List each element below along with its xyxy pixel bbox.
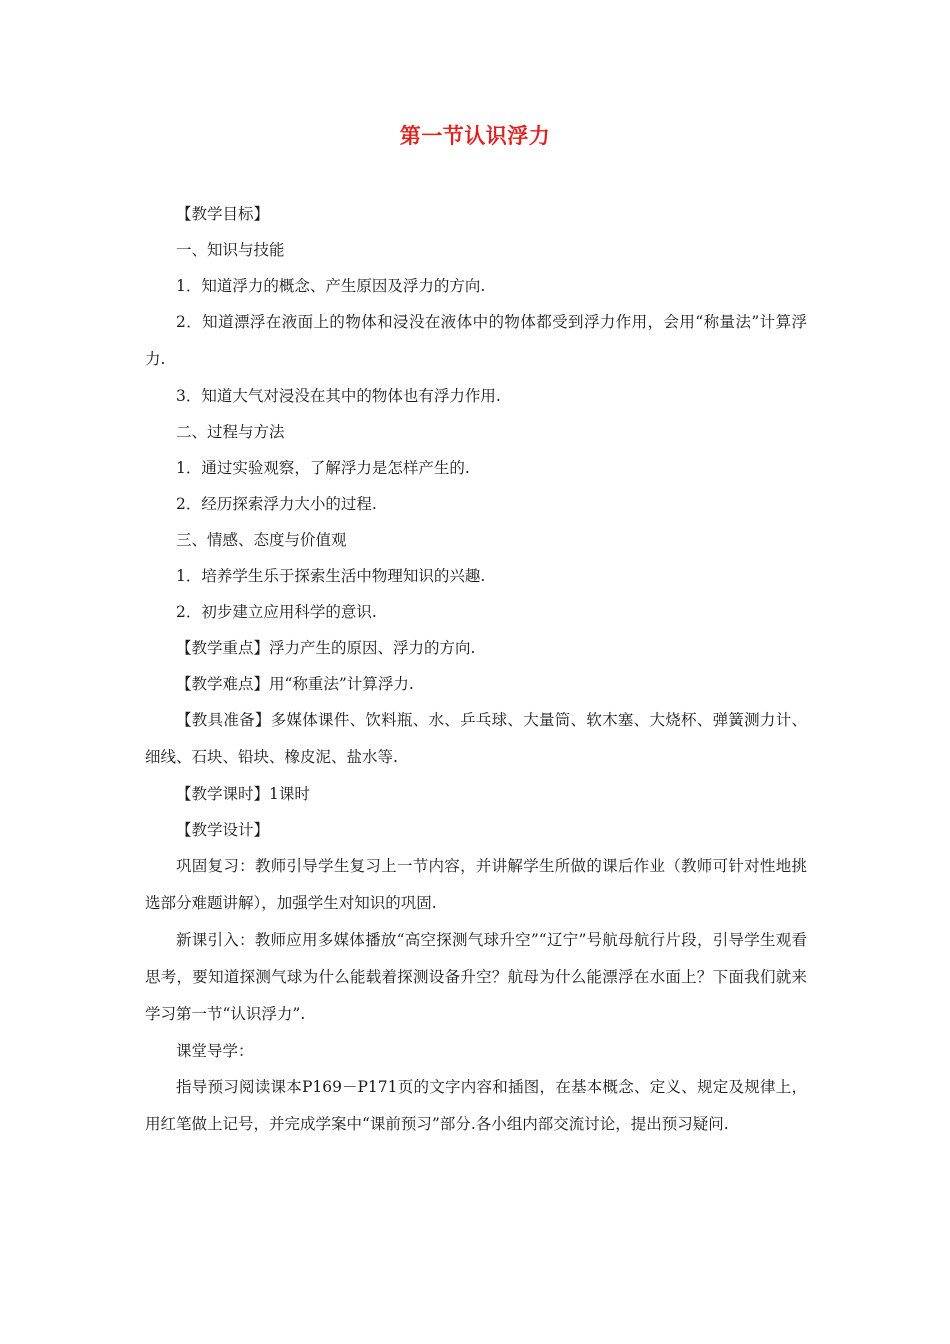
- list-item: 2．知道漂浮在液面上的物体和浸没在液体中的物体都受到浮力作用，会用“称量法”计算浮力.: [145, 313, 807, 368]
- document-body: [145, 196, 807, 1143]
- key-points: 【教学重点】浮力产生的原因、浮力的方向.: [176, 639, 476, 657]
- preview-paragraph: 指导预习阅读课本P169－P171页的文字内容和插图，在基本概念、定义、规定及规律上，用红笔做上记号，并完成学案中“课前预习”部分.各小组内部交流讨论，提出预习疑问.: [145, 1078, 807, 1133]
- class-hours: 【教学课时】1课时: [176, 785, 310, 803]
- subsection-heading: 二、过程与方法: [176, 423, 285, 441]
- review-paragraph: 巩固复习：教师引导学生复习上一节内容，并讲解学生所做的课后作业（教师可针对性地挑选部分难题讲解），加强学生对知识的巩固.: [145, 857, 807, 912]
- introduction-paragraph: 新课引入：教师应用多媒体播放“高空探测气球升空”“辽宁”号航母航行片段，引导学生观看思考，要知道探测气球为什么能载着探测设备升空？航母为什么能漂浮在水面上？下面我们就来学习第一节“认识浮力”.: [145, 931, 807, 1023]
- list-item: 1．通过实验观察，了解浮力是怎样产生的.: [176, 459, 470, 477]
- guidance-heading: 课堂导学：: [176, 1042, 254, 1060]
- subsection-heading: 一、知识与技能: [176, 241, 285, 259]
- section-heading-objectives: 【教学目标】: [176, 205, 270, 223]
- document-title: 第一节认识浮力: [399, 124, 551, 148]
- list-item: 1．培养学生乐于探索生活中物理知识的兴趣.: [176, 567, 486, 585]
- list-item: 2．初步建立应用科学的意识.: [176, 603, 377, 621]
- difficult-points: 【教学难点】用“称重法”计算浮力.: [176, 675, 414, 693]
- section-heading-design: 【教学设计】: [176, 821, 270, 839]
- subsection-heading: 三、情感、态度与价值观: [176, 531, 347, 549]
- list-item: 3．知道大气对浸没在其中的物体也有浮力作用.: [176, 387, 501, 405]
- materials: 【教具准备】多媒体课件、饮料瓶、水、乒乓球、大量筒、软木塞、大烧杯、弹簧测力计、细线、石块、铅块、橡皮泥、盐水等.: [145, 711, 807, 766]
- list-item: 2．经历探索浮力大小的过程.: [176, 495, 377, 513]
- list-item: 1．知道浮力的概念、产生原因及浮力的方向.: [176, 277, 486, 295]
